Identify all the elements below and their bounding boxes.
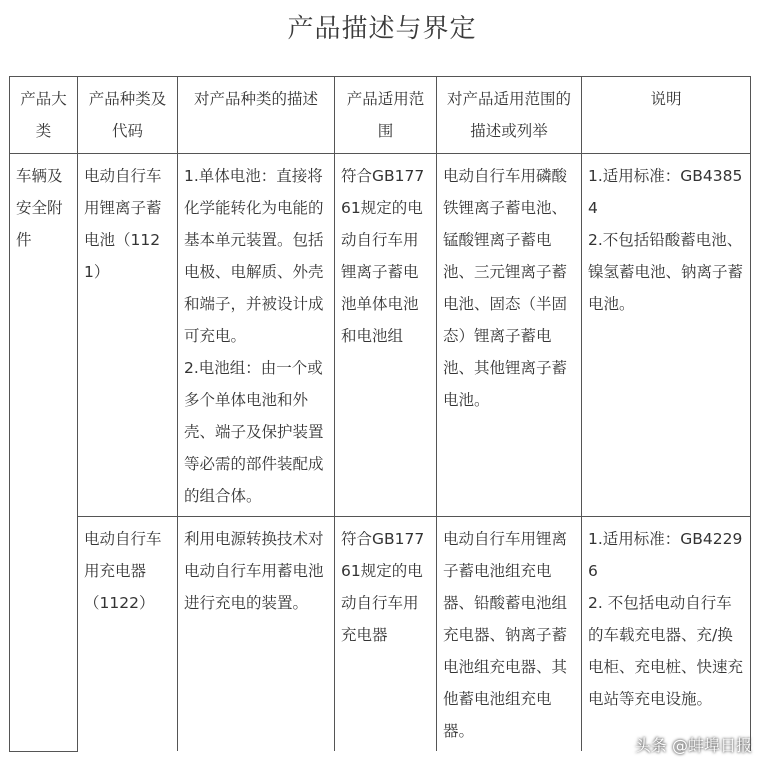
category-cell: 车辆及安全附件 xyxy=(10,154,78,752)
watermark: 头条 @蚌埠日报 xyxy=(634,736,752,755)
table-row xyxy=(10,154,751,517)
note-item: 1.适用标准：GB43854 xyxy=(588,167,743,217)
note-item: 2.不包括铅酸蓄电池、镍氢蓄电池、钠离子蓄电池。 xyxy=(588,231,744,313)
notes-cell xyxy=(582,154,751,517)
notes-cell xyxy=(582,517,751,752)
scope-cell: 符合GB17761规定的电动自行车用充电器 xyxy=(335,517,437,752)
table-row xyxy=(10,517,751,752)
scope-desc-cell: 电动自行车用锂离子蓄电池组充电器、铅酸蓄电池组充电器、钠离子蓄电池组充电器、其他蓄电池组充电器。 xyxy=(437,517,582,752)
product-cell: 电动自行车用充电器（1122） xyxy=(78,517,178,752)
header-description: 对产品种类的描述 xyxy=(178,77,335,154)
description-item: 1.单体电池：直接将化学能转化为电能的基本单元装置。包括电极、电解质、外壳和端子，并被设计成可充电。 xyxy=(184,167,324,345)
header-scope: 产品适用范围 xyxy=(335,77,437,154)
header-product: 产品种类及代码 xyxy=(78,77,178,154)
scope-desc-cell: 电动自行车用磷酸铁锂离子蓄电池、锰酸锂离子蓄电池、三元锂离子蓄电池、固态（半固态）锂离子蓄电池、其他锂离子蓄电池。 xyxy=(437,154,582,517)
product-table xyxy=(9,76,751,752)
note-item: 2. 不包括电动自行车的车载充电器、充/换电柜、充电桩、快速充电站等充电设施。 xyxy=(588,594,744,708)
description-cell xyxy=(178,517,335,752)
description-item: 利用电源转换技术对电动自行车用蓄电池进行充电的装置。 xyxy=(184,530,324,612)
table-header-row xyxy=(10,77,751,154)
scope-cell: 符合GB17761规定的电动自行车用锂离子蓄电池单体电池和电池组 xyxy=(335,154,437,517)
page-title: 产品描述与界定 xyxy=(287,14,477,44)
header-category: 产品大类 xyxy=(10,77,78,154)
note-item: 1.适用标准：GB42296 xyxy=(588,530,743,580)
description-item: 2.电池组：由一个或多个单体电池和外壳、端子及保护装置等必需的部件装配成的组合体。 xyxy=(184,359,324,505)
header-scope-desc: 对产品适用范围的描述或列举 xyxy=(437,77,582,154)
description-cell xyxy=(178,154,335,517)
header-notes: 说明 xyxy=(582,77,751,154)
product-cell: 电动自行车用锂离子蓄电池（1121） xyxy=(78,154,178,517)
